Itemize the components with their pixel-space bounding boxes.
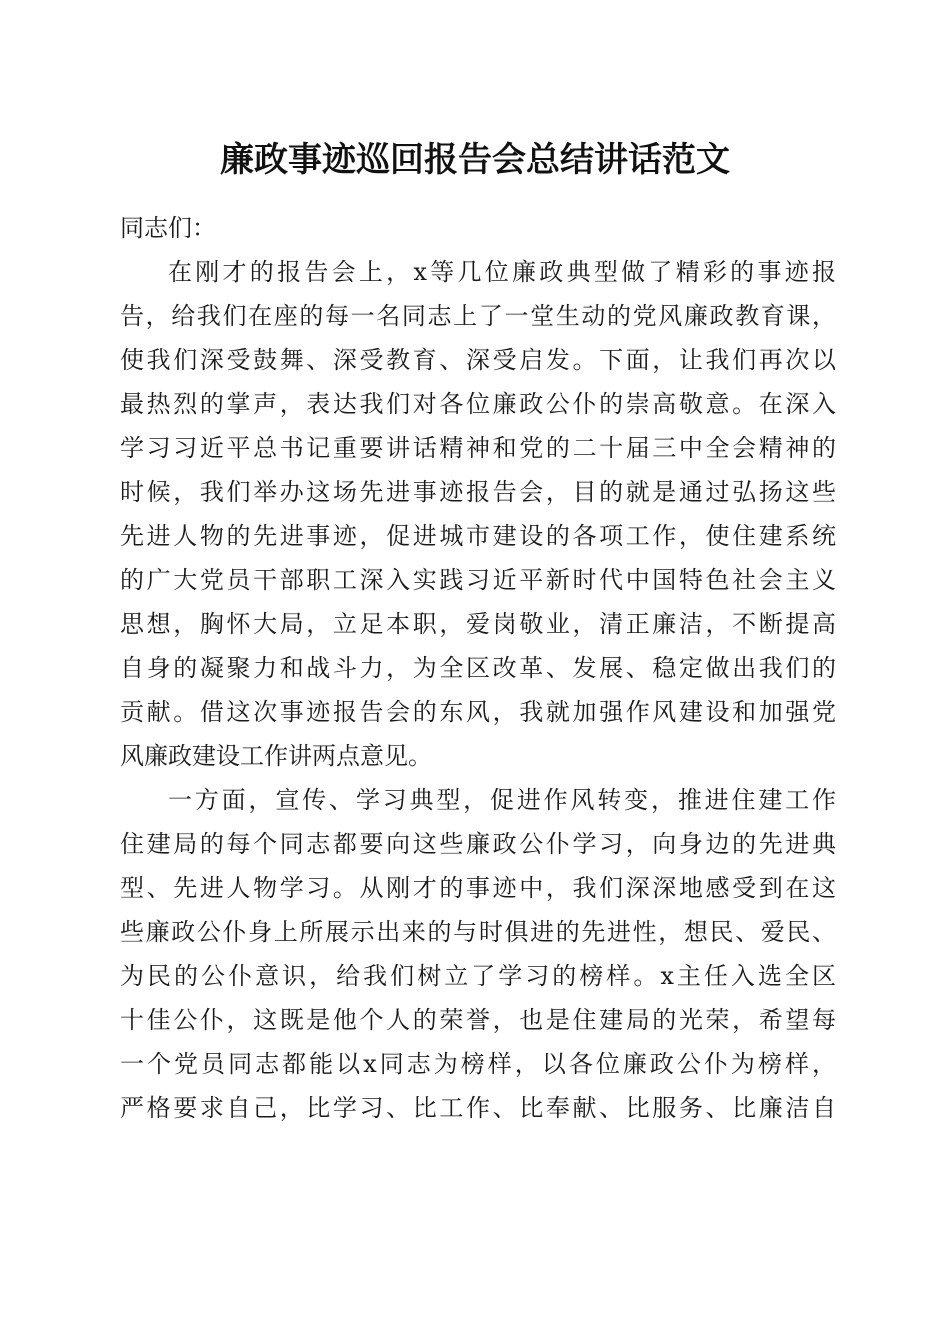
- text-line: 十佳公仆，这既是他个人的荣誉，也是住建局的光荣，希望每: [120, 1006, 836, 1034]
- text-line: 住建局的每个同志都要向这些廉政公仆学习，向身边的先进典: [120, 830, 836, 858]
- text-line: 先进人物的先进事迹，促进城市建设的各项工作，使住建系统: [120, 522, 836, 550]
- text-line: 在刚才的报告会上，x等几位廉政典型做了精彩的事迹报: [168, 258, 836, 286]
- document-title: 廉政事迹巡回报告会总结讲话范文: [220, 140, 730, 180]
- text-line: 一方面，宣传、学习典型，促进作风转变，推进住建工作: [168, 786, 836, 814]
- text-line: 自身的凝聚力和战斗力，为全区改革、发展、稳定做出我们的: [120, 654, 836, 682]
- text-line: 严格要求自己，比学习、比工作、比奉献、比服务、比廉洁自: [120, 1094, 836, 1122]
- paragraph-1: [120, 250, 836, 778]
- text-line: 时候，我们举办这场先进事迹报告会，目的就是通过弘扬这些: [120, 478, 836, 506]
- paragraph-2: [120, 778, 836, 1130]
- text-line: 些廉政公仆身上所展示出来的与时俱进的先进性，想民、爱民、: [120, 918, 836, 946]
- text-line: 一个党员同志都能以x同志为榜样，以各位廉政公仆为榜样，: [120, 1050, 836, 1078]
- text-line: 最热烈的掌声，表达我们对各位廉政公仆的崇高敬意。在深入: [120, 390, 836, 418]
- salutation: 同志们：: [120, 214, 216, 242]
- text-line: 型、先进人物学习。从刚才的事迹中，我们深深地感受到在这: [120, 874, 836, 902]
- text-line: 思想，胸怀大局，立足本职，爱岗敬业，清正廉洁，不断提高: [120, 610, 836, 638]
- text-line: 告，给我们在座的每一名同志上了一堂生动的党风廉政教育课，: [120, 302, 836, 330]
- text-line: 为民的公仆意识，给我们树立了学习的榜样。x主任入选全区: [120, 962, 836, 990]
- text-line: 学习习近平总书记重要讲话精神和党的二十届三中全会精神的: [120, 434, 836, 462]
- document-body: [120, 206, 836, 1130]
- text-line: 风廉政建设工作讲两点意见。: [120, 742, 432, 770]
- text-line: 贡献。借这次事迹报告会的东风，我就加强作风建设和加强党: [120, 698, 836, 726]
- text-line: 使我们深受鼓舞、深受教育、深受启发。下面，让我们再次以: [120, 346, 836, 374]
- text-line: 的广大党员干部职工深入实践习近平新时代中国特色社会主义: [120, 566, 836, 594]
